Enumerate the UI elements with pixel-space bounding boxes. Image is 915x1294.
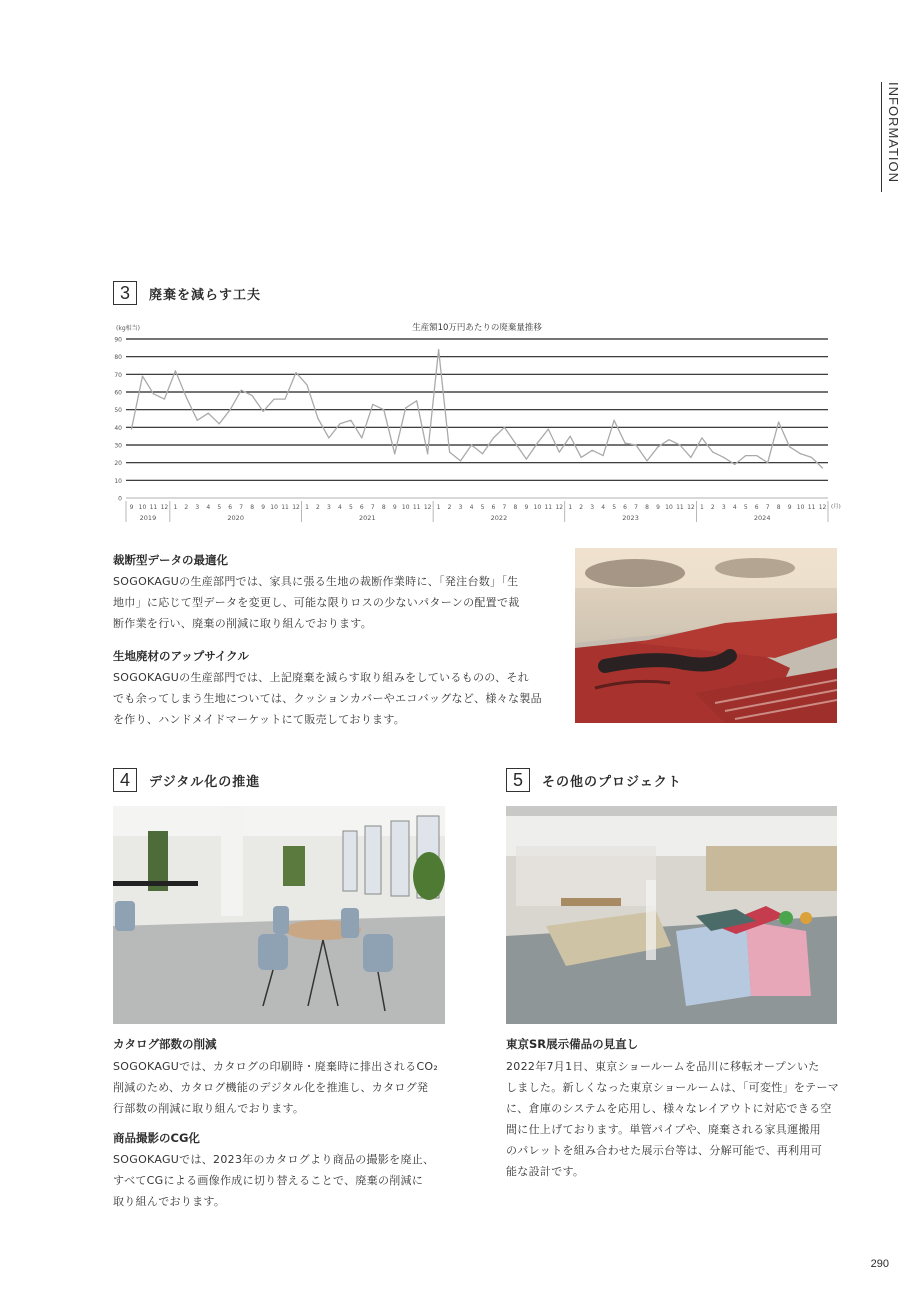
y-tick-label: 60 xyxy=(114,389,122,397)
chart-title: 生産額10万円あたりの廃棄量推移 xyxy=(412,323,542,333)
x-axis-unit: (月) xyxy=(831,504,841,510)
text-line: しました。新しくなった東京ショールームは、「可変性」をテーマ xyxy=(506,1081,840,1094)
x-tick-label: 1 xyxy=(699,504,704,511)
text-line: に、倉庫のシステムを応用し、様々なレイアウトに対応できる空 xyxy=(506,1102,832,1115)
x-tick-label: 1 xyxy=(173,504,178,511)
data-point xyxy=(822,467,823,468)
data-point xyxy=(679,444,680,445)
data-point xyxy=(712,451,713,452)
x-tick-label: 1 xyxy=(305,504,309,511)
x-tick-label: 6 xyxy=(359,504,364,511)
office-interior-photo xyxy=(113,806,445,1024)
section5-title: その他のプロジェクト xyxy=(542,774,682,790)
x-tick-label: 6 xyxy=(623,504,627,511)
year-label: 2020 xyxy=(227,514,244,522)
year-label: 2021 xyxy=(359,514,376,522)
y-tick-label: 40 xyxy=(114,424,122,432)
section4-sub1-text xyxy=(113,1056,453,1119)
x-tick-label: 3 xyxy=(458,504,463,511)
section3-header xyxy=(113,281,261,305)
data-point xyxy=(295,372,296,373)
x-tick-label: 4 xyxy=(469,504,474,511)
text-line: 取り組んでおります。 xyxy=(113,1195,226,1208)
x-tick-label: 7 xyxy=(370,504,375,511)
x-tick-label: 9 xyxy=(524,504,529,511)
data-point xyxy=(811,457,812,458)
data-point xyxy=(482,453,483,454)
x-tick-label: 10 xyxy=(796,504,805,511)
x-tick-label: 3 xyxy=(590,504,595,511)
year-label: 2019 xyxy=(139,514,157,522)
data-point xyxy=(471,444,472,445)
data-point xyxy=(164,398,165,399)
data-point xyxy=(515,443,516,444)
text-line: 能な設計です。 xyxy=(506,1165,585,1178)
data-point xyxy=(745,455,746,456)
fabric-scraps-photo xyxy=(575,548,837,723)
text-line: 間に仕上げております。単管パイプや、廃棄される家具運搬用 xyxy=(506,1123,821,1136)
text-line: 削減のため、カタログ機能のデジタル化を推進し、カタログ発 xyxy=(113,1081,429,1094)
x-tick-label: 12 xyxy=(160,504,169,511)
text-line: SOGOKAGUの生産部門では、家具に張る生地の裁断作業時に、「発注台数」「生 xyxy=(113,575,519,588)
data-point xyxy=(493,437,494,438)
data-point xyxy=(372,404,373,405)
data-point xyxy=(734,464,735,465)
text-line: 地巾」に応じて型データを変更し、可能な限りロスの少ないパターンの配置で裁 xyxy=(113,596,520,609)
x-tick-label: 12 xyxy=(687,504,695,511)
x-tick-label: 10 xyxy=(401,504,410,511)
text-line: でも余ってしまう生地については、クッションカバーやエコバッグなど、様々な製品 xyxy=(113,692,542,705)
data-point xyxy=(548,429,549,430)
data-point xyxy=(668,439,669,440)
x-tick-label: 6 xyxy=(228,504,233,511)
x-tick-label: 4 xyxy=(732,504,737,511)
data-point xyxy=(570,436,571,437)
x-tick-label: 1 xyxy=(436,504,441,511)
data-point xyxy=(252,395,253,396)
x-tick-label: 4 xyxy=(206,504,211,511)
data-point xyxy=(317,418,318,419)
text-line: SOGOKAGUの生産部門では、上記廃棄を減らす取り組みをしているものの、それ xyxy=(113,671,530,684)
x-tick-label: 11 xyxy=(544,504,553,511)
data-point xyxy=(646,460,647,461)
x-tick-label: 6 xyxy=(491,504,496,511)
data-point xyxy=(197,420,198,421)
section4-title: デジタル化の推進 xyxy=(149,774,261,790)
x-tick-label: 8 xyxy=(645,504,649,511)
x-tick-label: 10 xyxy=(533,504,542,511)
y-tick-label: 70 xyxy=(114,371,122,379)
data-point xyxy=(449,451,450,452)
y-tick-label: 50 xyxy=(114,407,122,415)
section3-sub1-title: 裁断型データの最適化 xyxy=(113,553,228,567)
section3-number: 3 xyxy=(113,281,137,305)
data-point xyxy=(526,459,527,460)
x-tick-label: 8 xyxy=(250,504,255,511)
x-tick-label: 11 xyxy=(412,504,421,511)
data-point xyxy=(361,437,362,438)
page-number: 290 xyxy=(870,1258,889,1270)
x-tick-label: 5 xyxy=(348,504,353,511)
section4-sub2-text xyxy=(113,1149,453,1212)
y-tick-label: 30 xyxy=(114,442,122,450)
section4-sub2-title: 商品撮影のCG化 xyxy=(113,1131,200,1145)
x-tick-label: 4 xyxy=(601,504,606,511)
data-point xyxy=(603,455,604,456)
side-tab xyxy=(881,82,901,192)
section3-title: 廃棄を減らす工夫 xyxy=(149,287,262,303)
x-tick-label: 2 xyxy=(710,504,715,511)
year-label: 2022 xyxy=(490,514,508,522)
data-point xyxy=(581,457,582,458)
section5-sub1-text xyxy=(506,1056,846,1182)
data-point xyxy=(241,390,242,391)
data-point xyxy=(383,409,384,410)
data-point xyxy=(339,423,340,424)
x-tick-label: 9 xyxy=(392,504,397,511)
y-axis-label: (kg相当) xyxy=(116,325,140,332)
showroom-photo xyxy=(506,806,837,1024)
data-point xyxy=(635,444,636,445)
section5-number: 5 xyxy=(506,768,530,792)
series-line xyxy=(132,350,823,468)
data-point xyxy=(438,349,439,350)
text-line: すべてCGによる画像作成に切り替えることで、廃棄の削減に xyxy=(113,1174,424,1187)
x-tick-label: 11 xyxy=(281,504,289,511)
x-tick-label: 3 xyxy=(195,504,200,511)
x-tick-label: 5 xyxy=(743,504,748,511)
data-point xyxy=(153,393,154,394)
section5-header xyxy=(506,768,682,792)
data-point xyxy=(592,450,593,451)
data-point xyxy=(208,413,209,414)
data-point xyxy=(657,446,658,447)
y-tick-label: 90 xyxy=(114,336,122,344)
x-tick-label: 9 xyxy=(261,504,266,511)
section5-sub1-title: 東京SR展示備品の見直し xyxy=(506,1037,639,1051)
data-point xyxy=(624,443,625,444)
data-point xyxy=(559,451,560,452)
x-tick-label: 9 xyxy=(656,504,660,511)
text-line: 2022年7月1日、東京ショールームを品川に移転オープンいた xyxy=(506,1060,820,1073)
x-tick-label: 5 xyxy=(612,504,617,511)
x-tick-label: 10 xyxy=(138,504,147,511)
x-tick-label: 11 xyxy=(807,504,816,511)
data-point xyxy=(537,443,538,444)
x-tick-label: 1 xyxy=(568,504,573,511)
data-point xyxy=(350,420,351,421)
x-tick-label: 11 xyxy=(676,504,684,511)
x-tick-label: 12 xyxy=(423,504,432,511)
y-tick-label: 10 xyxy=(114,477,122,485)
section4-number: 4 xyxy=(113,768,137,792)
x-tick-label: 3 xyxy=(721,504,726,511)
section4-header xyxy=(113,768,260,792)
data-point xyxy=(328,437,329,438)
x-tick-label: 12 xyxy=(292,504,300,511)
x-tick-label: 7 xyxy=(502,504,507,511)
x-tick-label: 9 xyxy=(129,504,134,511)
y-tick-label: 0 xyxy=(118,495,122,503)
year-label: 2023 xyxy=(622,514,639,522)
x-tick-label: 2 xyxy=(184,504,189,511)
x-tick-label: 11 xyxy=(149,504,158,511)
text-line: 行部数の削減に取り組んでおります。 xyxy=(113,1102,305,1115)
x-tick-label: 12 xyxy=(818,504,827,511)
x-tick-label: 5 xyxy=(217,504,222,511)
x-tick-label: 7 xyxy=(765,504,770,511)
data-point xyxy=(789,446,790,447)
x-tick-label: 2 xyxy=(447,504,452,511)
data-point xyxy=(460,460,461,461)
section3-sub1-text xyxy=(113,571,558,634)
y-tick-label: 80 xyxy=(114,354,122,362)
data-point xyxy=(690,457,691,458)
data-point xyxy=(175,370,176,371)
data-point xyxy=(273,398,274,399)
data-point xyxy=(504,427,505,428)
data-point xyxy=(142,376,143,377)
x-tick-label: 8 xyxy=(513,504,518,511)
text-line: SOGOKAGUでは、2023年のカタログより商品の撮影を廃止、 xyxy=(113,1153,435,1166)
data-point xyxy=(767,462,768,463)
data-point xyxy=(701,437,702,438)
data-point xyxy=(131,429,132,430)
data-point xyxy=(405,407,406,408)
year-label: 2024 xyxy=(753,514,771,522)
data-point xyxy=(230,409,231,410)
y-tick-label: 20 xyxy=(114,460,122,468)
x-tick-label: 12 xyxy=(555,504,564,511)
x-tick-label: 9 xyxy=(787,504,792,511)
x-tick-label: 2 xyxy=(579,504,584,511)
waste-chart xyxy=(108,318,843,530)
data-point xyxy=(416,400,417,401)
data-point xyxy=(723,457,724,458)
x-tick-label: 3 xyxy=(327,504,331,511)
x-tick-label: 10 xyxy=(270,504,278,511)
data-point xyxy=(306,384,307,385)
x-tick-label: 8 xyxy=(381,504,386,511)
data-point xyxy=(219,423,220,424)
data-point xyxy=(263,411,264,412)
section4-sub1-title: カタログ部数の削減 xyxy=(113,1037,217,1051)
data-point xyxy=(778,421,779,422)
x-tick-label: 6 xyxy=(754,504,759,511)
data-point xyxy=(427,453,428,454)
x-tick-label: 2 xyxy=(316,504,320,511)
x-tick-label: 4 xyxy=(337,504,342,511)
data-point xyxy=(186,397,187,398)
x-tick-label: 8 xyxy=(776,504,781,511)
section3-sub2-title: 生地廃材のアップサイクル xyxy=(113,649,249,663)
x-tick-label: 7 xyxy=(239,504,244,511)
section3-sub2-text xyxy=(113,667,558,730)
data-point xyxy=(756,455,757,456)
text-line: を作り、ハンドメイドマーケットにて販売しております。 xyxy=(113,713,406,726)
text-line: SOGOKAGUでは、カタログの印刷時・廃棄時に排出されるCO₂ xyxy=(113,1060,439,1073)
data-point xyxy=(800,453,801,454)
text-line: のパレットを組み合わせた展示台等は、分解可能で、再利用可 xyxy=(506,1144,823,1157)
data-point xyxy=(284,398,285,399)
side-tab-label: INFORMATION xyxy=(886,82,901,184)
data-point xyxy=(614,420,615,421)
x-tick-label: 10 xyxy=(665,504,673,511)
text-line: 断作業を行い、廃棄の削減に取り組んでおります。 xyxy=(113,617,373,630)
x-tick-label: 7 xyxy=(634,504,638,511)
x-tick-label: 5 xyxy=(480,504,485,511)
data-point xyxy=(394,453,395,454)
